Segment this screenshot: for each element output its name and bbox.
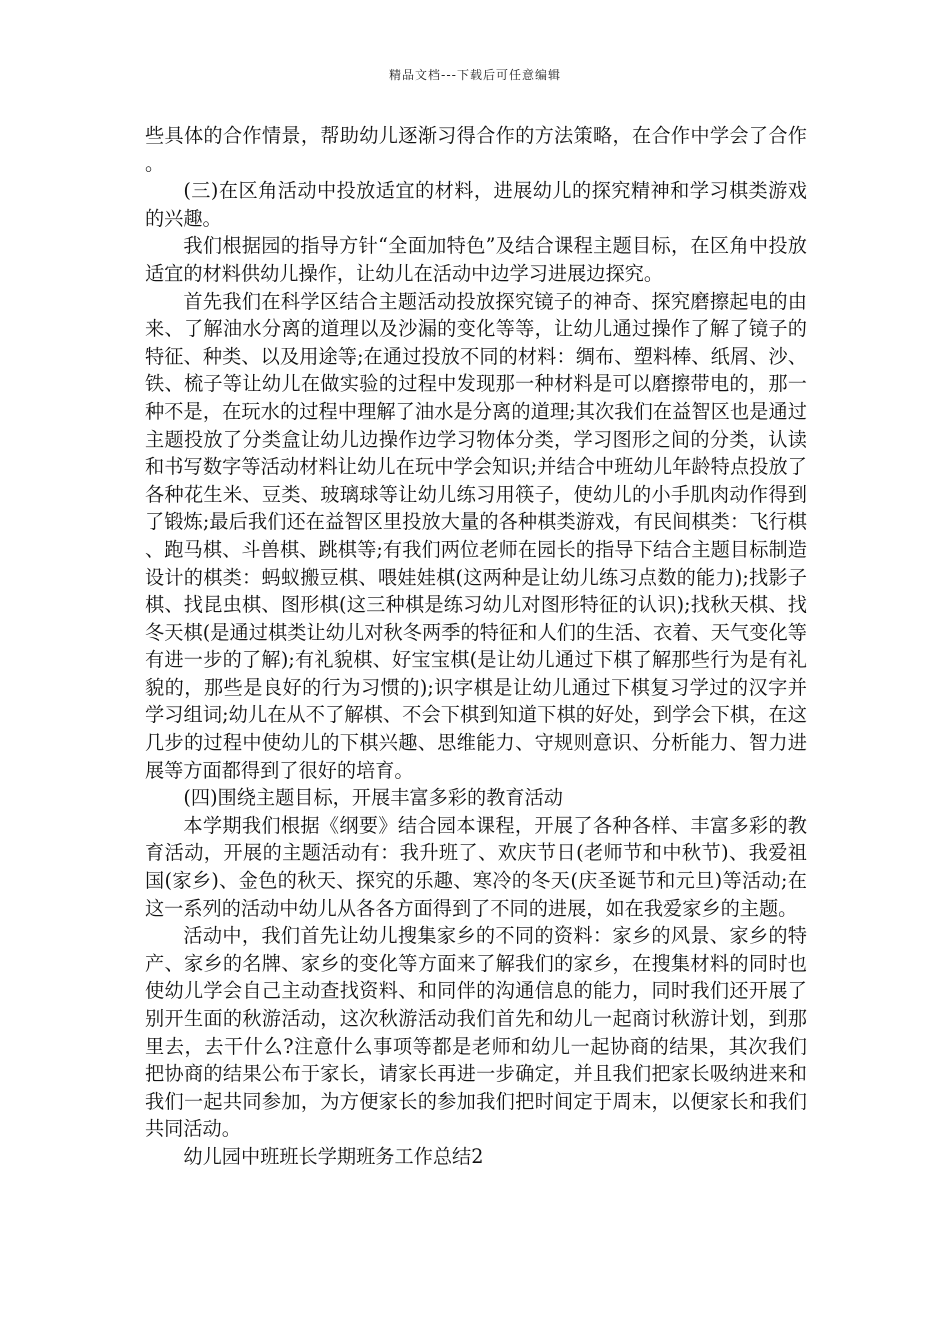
paragraph-continuation: 些具体的合作情景，帮助幼儿逐渐习得合作的方法策略，在合作中学会了合作。 xyxy=(145,124,807,175)
document-body xyxy=(145,122,807,1171)
section-heading-4: (四)围绕主题目标，开展丰富多彩的教育活动 xyxy=(183,786,563,810)
section-heading-3: (三)在区角活动中投放适宜的材料，进展幼儿的探究精神和学习棋类游戏的兴趣。 xyxy=(145,179,807,230)
paragraph: 我们根据园的指导方针“全面加特色”及结合课程主题目标，在区角中投放适宜的材料供幼儿操作，让幼儿在活动中边学习进展边探究。 xyxy=(145,234,807,285)
paragraph: 活动中，我们首先让幼儿搜集家乡的不同的资料：家乡的风景、家乡的特产、家乡的名牌、家乡的变化等方面来了解我们的家乡，在搜集材料的同时也使幼儿学会自己主动查找资料、和同伴的沟通信息的能力，同时我们还开展了别开生面的秋游活动，这次秋游活动我们首先和幼儿一起商讨秋游计划，到那里去，去干什么?注意什么事项等都是老师和幼儿一起协商的结果，其次我们把协商的结果公布于家长，请家长再进一步确定，并且我们把家长吸纳进来和我们一起共同参加，为方便家长的参加我们把时间定于周末，以便家长和我们共同活动。 xyxy=(145,924,807,1141)
document-title-2: 幼儿园中班班长学期班务工作总结2 xyxy=(183,1144,484,1168)
page-header: 精品文档---下载后可任意编辑 xyxy=(389,68,561,82)
paragraph: 本学期我们根据《纲要》结合园本课程，开展了各种各样、丰富多彩的教育活动，开展的主题活动有：我升班了、欢庆节日(老师节和中秋节)、我爱祖国(家乡)、金色的秋天、探究的乐趣、寒冷的冬天(庆圣诞节和元旦)等活动;在这一系列的活动中幼儿从各各方面得到了不同的进展，如在我爱家乡的主题。 xyxy=(145,813,807,920)
paragraph: 首先我们在科学区结合主题活动投放探究镜子的神奇、探究磨擦起电的由来、了解油水分离的道理以及沙漏的变化等等，让幼儿通过操作了解了镜子的特征、种类、以及用途等;在通过投放不同的材料：绸布、塑料棒、纸屑、沙、铁、梳子等让幼儿在做实验的过程中发现那一种材料是可以磨擦带电的，那一种不是，在玩水的过程中理解了油水是分离的道理;其次我们在益智区也是通过主题投放了分类盒让幼儿边操作边学习物体分类，学习图形之间的分类，认读和书写数字等活动材料让幼儿在玩中学会知识;并结合中班幼儿年龄特点投放了各种花生米、豆类、玻璃球等让幼儿练习用筷子，使幼儿的小手肌肉动作得到了锻炼;最后我们还在益智区里投放大量的各种棋类游戏，有民间棋类：飞行棋、跑马棋、斗兽棋、跳棋等;有我们两位老师在园长的指导下结合主题目标制造设计的棋类：蚂蚁搬豆棋、喂娃娃棋(这两种是让幼儿练习点数的能力);找影子棋、找昆虫棋、图形棋(这三种棋是练习幼儿对图形特征的认识);找秋天棋、找冬天棋(是通过棋类让幼儿对秋冬两季的特征和人们的生活、衣着、天气变化等有进一步的了解);有礼貌棋、好宝宝棋(是让幼儿通过下棋了解那些行为是有礼貌的，那些是良好的行为习惯的);识字棋是让幼儿通过下棋复习学过的汉字并学习组词;幼儿在从不了解棋、不会下棋到知道下棋的好处，到学会下棋，在这几步的过程中使幼儿的下棋兴趣、思维能力、守规则意识、分析能力、智力进展等方面都得到了很好的培育。 xyxy=(145,289,807,782)
